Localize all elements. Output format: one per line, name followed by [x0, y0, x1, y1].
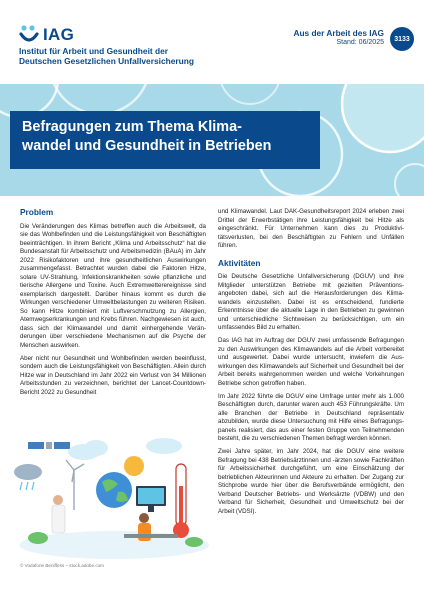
institute-line-2: Deutschen Gesetzlichen Unfallversicherung	[19, 55, 194, 66]
institute-line-1: Institut für Arbeit und Gesundheit der	[19, 46, 169, 56]
logo-text: IAG	[43, 25, 75, 44]
iag-logo-icon	[19, 24, 39, 46]
desk	[124, 534, 178, 538]
satellite-icon	[28, 442, 70, 449]
right-column	[218, 208, 404, 521]
document-number-badge: 3133	[390, 27, 414, 51]
activities-paragraph-3: Im Jahr 2022 führte die DGUV eine Umfrage unter mehr als 1.000 Beschäftigten durch, darunter waren auch 453 Führungskräfte. Um alle Branchen der Betriebe in Deutschland repräsentativ abzubilden, wurde diese Untersuchung mit Hilfe eines Befragungspanels realisiert, das aus einer festen Gruppe von Teilnehmenden besteht, die zu verschiedenen Themen befragt werden können.	[218, 392, 404, 442]
stand-date: Stand: 06/2025	[336, 39, 384, 46]
sun-icon	[124, 456, 144, 476]
page-title	[22, 118, 322, 156]
globe-icon	[96, 472, 132, 508]
activities-paragraph-4: Zwei Jahre später, im Jahr 2024, hat die DGUV eine weitere Befragung bei 438 Betriebsärztinnen und -ärzten sowie Fachkräften für Arbeitssicherheit durchgeführt, um eine Einschätzung der betrieblichen Akteurinnen und Akteure zu erhalten. Der Zugang zur Stichprobe wurde hier über die Berufsverbände ermöglicht, den Verband Deutscher Betriebs- und Werksärzte (VDBW) und den Verband für Sicherheit, Gesundheit und Umweltschutz bei der Arbeit (VDSI).	[218, 448, 404, 515]
title-line-1: Befragungen zum Thema Klima-	[22, 119, 242, 135]
problem-heading: Problem	[20, 207, 54, 217]
institute-name	[19, 47, 194, 66]
image-credit: © Vodafone Beniffess – stock.adobe.com	[20, 563, 104, 568]
activities-heading: Aktivitäten	[218, 257, 261, 268]
activities-paragraph-2: Das IAG hat im Auftrag der DGUV zwei umfassende Befragungen zu den Auswirkungen des Klimawandels auf die Arbeit vorbereitet und ausgewertet. Dabei wurde untersucht, inwiefern die Auswirkungen des Klimawandels auf Sicherheit und Gesundheit bei der Arbeit bereits wahrgenommen werden und welche Vorkehrungen Betriebe schon getroffen haben.	[218, 337, 404, 387]
title-line-2: wandel und Gesundheit in Betrieben	[22, 138, 272, 154]
problem-paragraph-1: Die Veränderungen des Klimas betreffen auch die Arbeitswelt, da sie das Wohlbefinden und die Leistungsfähigkeit von Beschäftigten beeinträchtigen. In ihrem Bericht „Klima und Arbeitsschutz“ hat die Bundesanstalt für Arbeitsschutz und Arbeitsmedizin (BAuA) im Jahr 2022 Risikofaktoren und ihre gesundheitlichen Auswirkungen zusammengefasst. Betrachtet wurden dabei die Faktoren Hitze, solare UV-Strahlung, Infektionskrankheiten sowie pflanzliche und tierische Allergene und Toxine. Auch Extremwetterereignisse sind exemplarisch dargestellt. Darüber hinaus kommt es durch die Wirkungen verschiedener Umweltbelastungen zu weiteren Risiken. So kann Hitze kombiniert mit Luftverschmutzung zu Allergien, Atemwegserkrankungen und Krebs führen. Nachgewiesen ist auch, dass sich der Klimawandel und damit einhergehende Veränderungen über verschiedene Mechanismen auf die Psyche der Menschen auswirken.	[20, 222, 206, 349]
right-paragraph-0: und Klimawandel. Laut DAK-Gesundheitsreport 2024 erleben zwei Drittel der Erwerbstätigen ihre Leistungsfähigkeit bei Hitze als eingeschränkt. Für Unternehmen kann dies zu Produktivitätsverlusten, bei den Beschäftigten zu Fehlern und Unfällen führen.	[218, 208, 404, 249]
activities-paragraph-1: Die Deutsche Gesetzliche Unfallversicherung (DGUV) und ihre Mitglieder unterstützen Betriebe mit gezielten Präventionsangeboten dabei, sich auf die Herausforderungen des Klimawandels einzustellen. Dabei ist es entscheidend, fundierte Erkenntnisse über die aktuelle Lage in den Betrieben zu gewinnen und unterschiedliche Sichtweisen zu berücksichtigen, um ein umfassendes Bild zu erhalten.	[218, 273, 404, 331]
left-column	[20, 208, 206, 402]
problem-paragraph-2: Aber nicht nur Gesundheit und Wohlbefinden werden beeinflusst, sondern auch die Leistungsfähigkeit von Beschäftigten. Allein durch Hitze war in Deutschland im Jahr 2022 ein Verlust von 34 Millionen Arbeitsstunden zu verzeichnen, berichtet der Lancet-Countdown-Bericht 2022 zu Gesundheit	[20, 354, 206, 396]
series-label: Aus der Arbeit des IAG	[293, 28, 384, 38]
climate-illustration	[14, 430, 210, 560]
